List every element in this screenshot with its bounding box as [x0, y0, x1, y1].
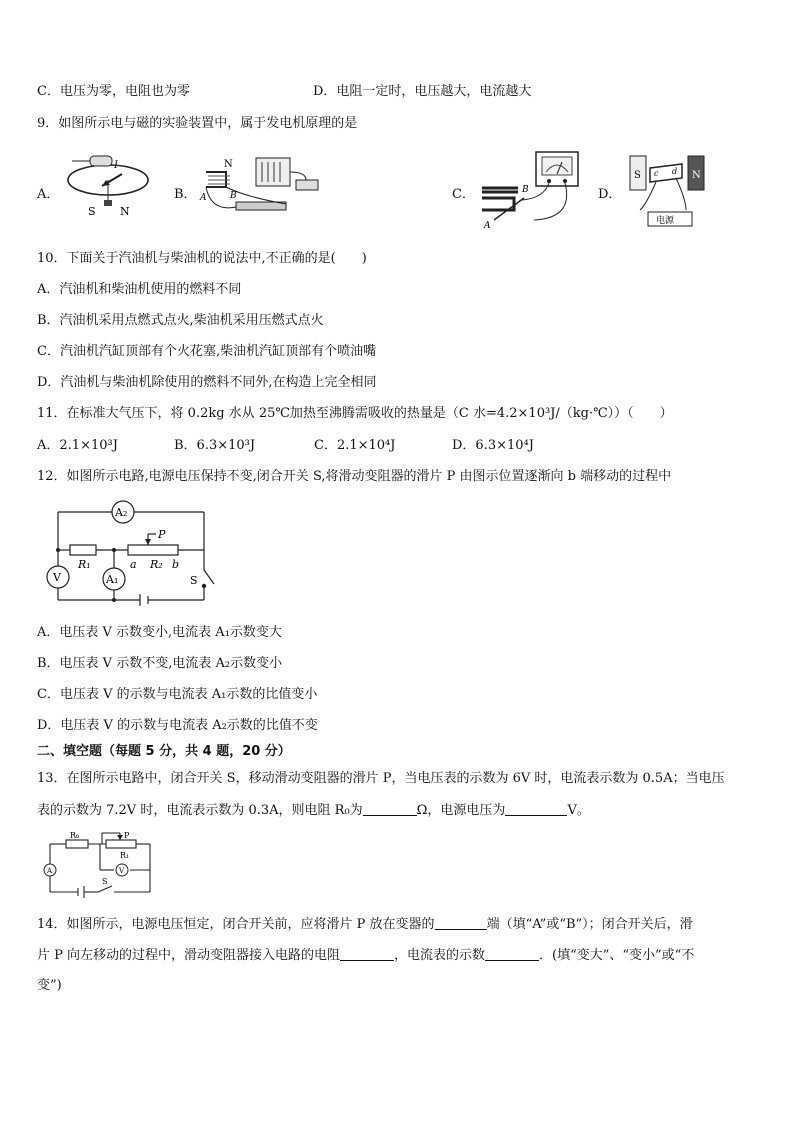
q12-option-b: B．电压表 V 示数不变,电流表 A₂示数变小: [37, 656, 283, 671]
q10-stem: 10．下面关于汽油机与柴油机的说法中,不正确的是( ): [37, 251, 367, 266]
q13-r0-label: R₀: [70, 831, 80, 840]
fig-a-current-label: I: [114, 160, 118, 171]
q12-r2-label: R₂: [150, 558, 163, 571]
q11-option-c: C．2.1×10⁴J: [314, 438, 396, 453]
q11-option-a: A．2.1×10³J: [37, 438, 118, 453]
q10-option-b: B．汽油机采用点燃式点火,柴油机采用压燃式点火: [37, 313, 324, 328]
fig-d-s-label: S: [634, 170, 641, 181]
q14-line2: [37, 946, 694, 965]
q12-r1-label: R₁: [78, 558, 91, 571]
q9-figure-c: [474, 148, 584, 230]
fig-c-a-label: A: [484, 221, 491, 230]
q14-line2-part3: ．(填“变大”、“变小”或“不: [539, 948, 695, 963]
q14-line1-part2: 端（填“A”或“B”）；闭合开关后，滑: [486, 917, 693, 932]
q9-label-c: C．: [452, 187, 475, 202]
q9-stem: 9．如图所示电与磁的实验装置中，属于发电机原理的是: [37, 116, 358, 131]
q11-stem: 11．在标准大气压下，将 0.2kg 水从 25℃加热至沸腾需吸收的热量是（C 水=4.2×10³J/（kg·℃））（ ）: [37, 406, 673, 421]
fig-d-d-label: d: [672, 167, 678, 176]
q13-line1: 13．在图所示电路中，闭合开关 S，移动滑动变阻器的滑片 P，当电压表的示数为 6V 时，电流表示数为 0.5A；当电压: [37, 771, 725, 786]
q12-ammeter-a2-label: A₂: [115, 506, 128, 519]
q9-label-a: A．: [37, 187, 60, 202]
q13-voltmeter-label: V: [119, 867, 125, 875]
q8-option-c: C．电压为零，电阻也为零: [37, 84, 190, 99]
q10-option-d: D．汽油机与柴油机除使用的燃料不同外,在构造上完全相同: [37, 375, 377, 390]
q12-end-b-label: b: [172, 558, 180, 571]
q14-line2-part2: ，电流表的示数: [394, 948, 486, 963]
q13-line2-part2: Ω，电源电压为: [416, 803, 506, 818]
q12-option-a: A．电压表 V 示数变小,电流表 A₁示数变大: [37, 625, 282, 640]
q9-figure-a: [62, 150, 154, 218]
q13-line2: [37, 801, 590, 820]
section-fill-in-title: 二、填空题（每题 5 分，共 4 题，20 分）: [37, 744, 291, 759]
q9-figure-b: [196, 152, 326, 222]
q12-option-d: D．电压表 V 的示数与电流表 A₂示数的比值不变: [37, 718, 318, 733]
q12-switch-label: S: [190, 574, 198, 587]
q10-option-c: C．汽油机汽缸顶部有个火花塞,柴油机汽缸顶部有个喷油嘴: [37, 344, 377, 359]
q12-slider-p-label: P: [158, 528, 166, 541]
q12-ammeter-a1-label: A₁: [106, 573, 119, 586]
fig-d-c-label: c: [654, 169, 659, 178]
q12-circuit-diagram: [44, 498, 224, 610]
q9-label-b: B．: [174, 187, 197, 202]
q14-line1: [37, 915, 693, 934]
fig-c-b-label: B: [522, 185, 529, 195]
fig-a-n-label: N: [120, 205, 130, 218]
q8-option-d: D．电阻一定时，电压越大，电流越大: [313, 84, 532, 99]
q12-end-a-label: a: [130, 558, 137, 571]
q13-r1-label: R₁: [120, 851, 130, 860]
fig-a-s-label: S: [88, 205, 96, 218]
q13-line2-part3: V。: [567, 803, 590, 818]
q14-blank-resistance[interactable]: [340, 946, 394, 961]
q11-option-b: B．6.3×10³J: [174, 438, 256, 453]
q13-blank-voltage[interactable]: [505, 801, 567, 816]
q12-option-c: C．电压表 V 的示数与电流表 A₁示数的比值变小: [37, 687, 318, 702]
q14-line3: 变”): [37, 978, 62, 993]
q9-label-d: D．: [598, 187, 622, 202]
q13-line2-part1: 表的示数为 7.2V 时，电流表示数为 0.3A，则电阻 R₀为: [37, 803, 363, 818]
q14-line2-part1: 片 P 向左移动的过程中，滑动变阻器接入电路的电阻: [37, 948, 341, 963]
q13-slider-p-label: P: [124, 831, 130, 840]
fig-b-a-label: A: [200, 193, 207, 203]
q13-circuit-diagram: [42, 830, 156, 900]
fig-d-n-label: N: [692, 170, 701, 181]
q13-blank-r0[interactable]: [363, 801, 417, 816]
q12-voltmeter-label: V: [53, 571, 61, 584]
q12-stem: 12．如图所示电路,电源电压保持不变,闭合开关 S,将滑动变阻器的滑片 P 由图示位置逐渐向 b 端移动的过程中: [37, 469, 672, 484]
q11-option-d: D．6.3×10⁴J: [452, 438, 534, 453]
fig-d-source-label: 电源: [656, 216, 675, 226]
fig-b-n-label: N: [224, 159, 233, 170]
q14-blank-current[interactable]: [485, 946, 539, 961]
q14-line1-part1: 14．如图所示，电源电压恒定，闭合开关前，应将滑片 P 放在变器的: [37, 917, 435, 932]
q13-switch-label: S: [102, 877, 108, 886]
q13-ammeter-label: A: [47, 867, 53, 875]
q9-figure-d: [626, 150, 710, 232]
q10-option-a: A．汽油机和柴油机使用的燃料不同: [37, 282, 242, 297]
q14-blank-end[interactable]: [435, 915, 487, 930]
fig-b-b-label: B: [230, 191, 237, 201]
